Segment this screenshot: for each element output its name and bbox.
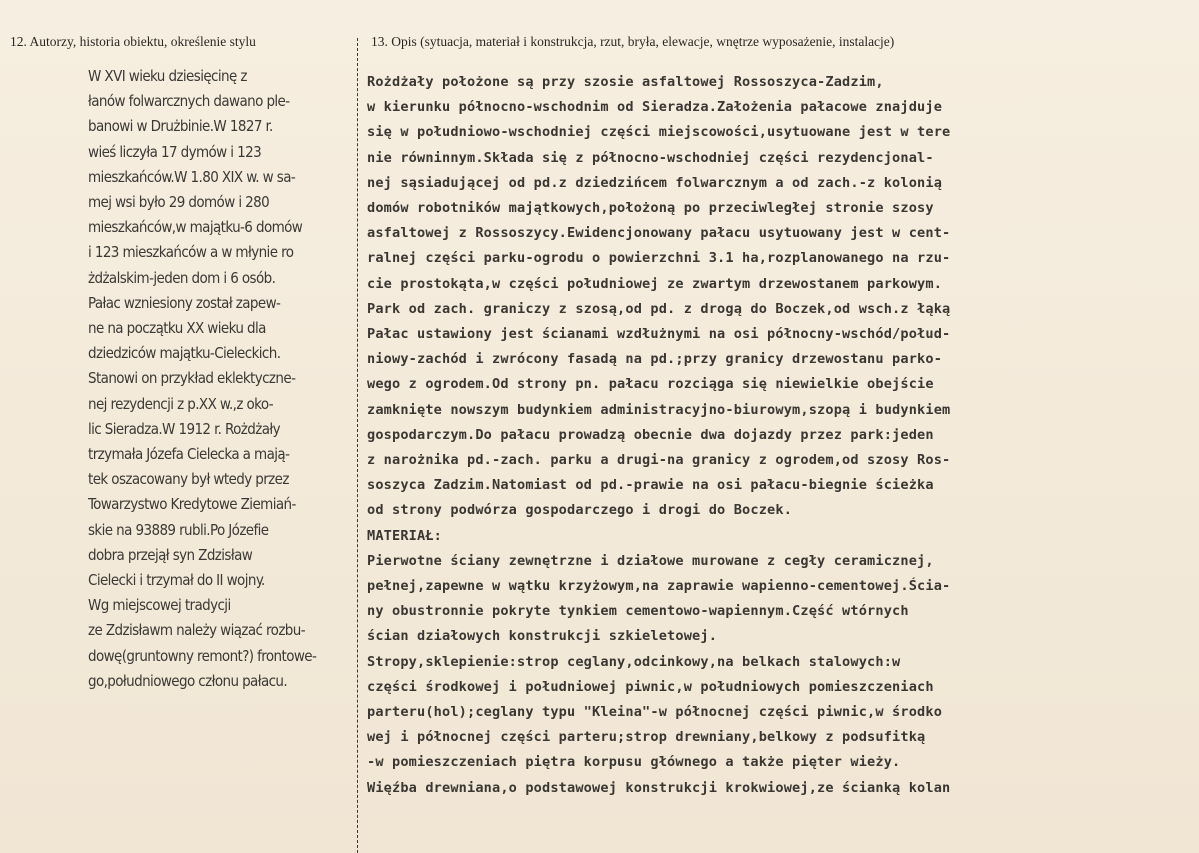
history-text-line: skie na 93889 rubli.Po Józefie	[88, 520, 269, 539]
description-text-line: nie równinnym.Składa się z północno-wschodniej części rezydencjonal-	[367, 149, 934, 166]
description-text-line: pełnej,zapewne w wątku krzyżowym,na zaprawie wapienno-cementowej.Ścia-	[367, 578, 951, 595]
section-12-header: 12. Autorzy, historia obiektu, określenie stylu	[10, 34, 256, 49]
history-text-line: Stanowi on przykład eklektyczne-	[88, 369, 296, 388]
history-text-line: Pałac wzniesiony został zapew-	[88, 293, 281, 312]
history-text-line: wieś liczyła 17 dymów i 123	[88, 142, 262, 161]
description-text-line: Park od zach. graniczy z szosą,od pd. z drogą do Boczek,od wsch.z łąką	[367, 300, 951, 317]
history-text-line: go,południowego członu pałacu.	[88, 671, 288, 690]
history-text-line: Cielecki i trzymał do II wojny.	[88, 571, 265, 590]
history-text-block	[88, 64, 350, 694]
description-text-line: wego z ogrodem.Od strony pn. pałacu rozciąga się niewielkie obejście	[367, 376, 934, 393]
history-text-line: dziedziców majątku-Cieleckich.	[88, 344, 281, 363]
section-13-header: 13. Opis (sytuacja, materiał i konstrukcja, rzut, bryła, elewacje, wnętrze wyposażenie, instalacje)	[371, 34, 895, 49]
history-text-line: dobra przejął syn Zdzisław	[88, 545, 253, 564]
history-text-line: nej rezydencji z p.XX w.,z oko-	[88, 394, 274, 413]
history-text-line: mej wsi było 29 domów i 280	[88, 193, 270, 212]
description-text-line: Rożdżały położone są przy szosie asfaltowej Rossoszyca-Zadzim,	[367, 74, 884, 90]
history-text-line: Towarzystwo Kredytowe Ziemiań-	[88, 495, 296, 514]
history-text-line: ne na początku XX wieku dla	[88, 319, 266, 338]
description-text-line: parteru(hol);ceglany typu "Kleina"-w północnej części piwnic,w środko	[367, 704, 943, 721]
description-text-block	[367, 70, 1192, 801]
column-divider	[357, 38, 358, 853]
history-text-line: żdżalskim-jeden dom i 6 osób.	[88, 268, 276, 287]
history-text-line: ze Zdzisławm należy wiązać rozbu-	[88, 621, 306, 640]
description-text-line: w kierunku północno-wschodnim od Sieradza.Założenia pałacowe znajduje	[367, 99, 943, 116]
history-text-line: i 123 mieszkańców a w młynie ro	[88, 243, 294, 262]
history-text-line: mieszkańców.W 1.80 XIX w. w sa-	[88, 167, 296, 186]
description-text-line: wej i północnej części parteru;strop drewniany,belkowy z podsufitką	[367, 729, 926, 746]
history-text-line: łanów folwarcznych dawano ple-	[88, 92, 290, 111]
description-text-line: ścian działowych konstrukcji szkieletowej.	[367, 628, 718, 645]
description-text-line: MATERIAŁ:	[367, 527, 443, 544]
history-text-line: mieszkańców,w majątku-6 domów	[88, 218, 303, 237]
description-text-line: ny obustronnie pokryte tynkiem cementowo-wapiennym.Część wtórnych	[367, 603, 909, 620]
description-text-line: niowy-zachód i zwrócony fasadą na pd.;przy granicy drzewostanu parko-	[367, 351, 943, 368]
history-text-line: W XVI wieku dziesięcinę z	[88, 67, 247, 85]
description-text-line: się w południowo-wschodniej części miejscowości,usytuowane jest w tere	[367, 124, 951, 141]
description-text-line: Stropy,sklepienie:strop ceglany,odcinkowy,na belkach stalowych:w	[367, 653, 901, 670]
history-text-line: dowę(gruntowny remont?) frontowe-	[88, 646, 317, 665]
description-text-line: części środkowej i południowej piwnic,w południowych pomieszczeniach	[367, 678, 934, 695]
description-text-line: soszyca Zadzim.Natomiast od pd.-prawie na osi pałacu-biegnie ścieżka	[367, 477, 934, 494]
description-text-line: domów robotników majątkowych,położoną po przeciwległej stronie szosy	[367, 200, 934, 217]
description-text-line: z narożnika pd.-zach. parku a drugi-na granicy z ogrodem,od szosy Ros-	[367, 452, 951, 469]
description-text-line: od strony podwórza gospodarczego i drogi do Boczek.	[367, 502, 793, 519]
description-text-line: zamknięte nowszym budynkiem administracyjno-biurowym,szopą i budynkiem	[367, 401, 951, 418]
description-text-line: gospodarczym.Do pałacu prowadzą obecnie dwa dojazdy przez park:jeden	[367, 426, 934, 443]
description-text-line: cie prostokąta,w części południowej ze zwartym drzewostanem parkowym.	[367, 275, 943, 292]
description-text-line: ralnej części parku-ogrodu o powierzchni 3.1 ha,rozplanowanego na rzu-	[367, 250, 951, 267]
history-text-line: Wg miejscowej tradycji	[88, 596, 231, 615]
history-text-line: trzymała Józefa Cielecka a mają-	[88, 445, 290, 464]
description-text-line: Pierwotne ściany zewnętrzne i działowe murowane z cegły ceramicznej,	[367, 552, 934, 569]
history-text-line: tek oszacowany był wtedy przez	[88, 470, 289, 489]
description-text-line: Pałac ustawiony jest ścianami wzdłużnymi na osi północny-wschód/połud-	[367, 326, 951, 343]
description-text-line: Więźba drewniana,o podstawowej konstrukcji krokwiowej,ze ścianką kolan	[367, 779, 951, 796]
description-text-line: nej sąsiadującej od pd.z dziedzińcem folwarcznym a od zach.-z kolonią	[367, 174, 943, 191]
description-text-line: -w pomieszczeniach piętra korpusu głównego a także pięter wieży.	[367, 754, 901, 771]
description-text-line: asfaltowej z Rossoszycy.Ewidencjonowany pałacu usytuowany jest w cent-	[367, 225, 951, 242]
history-text-line: banowi w Drużbinie.W 1827 r.	[88, 117, 273, 136]
history-text-line: lic Sieradza.W 1912 r. Rożdżały	[88, 419, 281, 438]
